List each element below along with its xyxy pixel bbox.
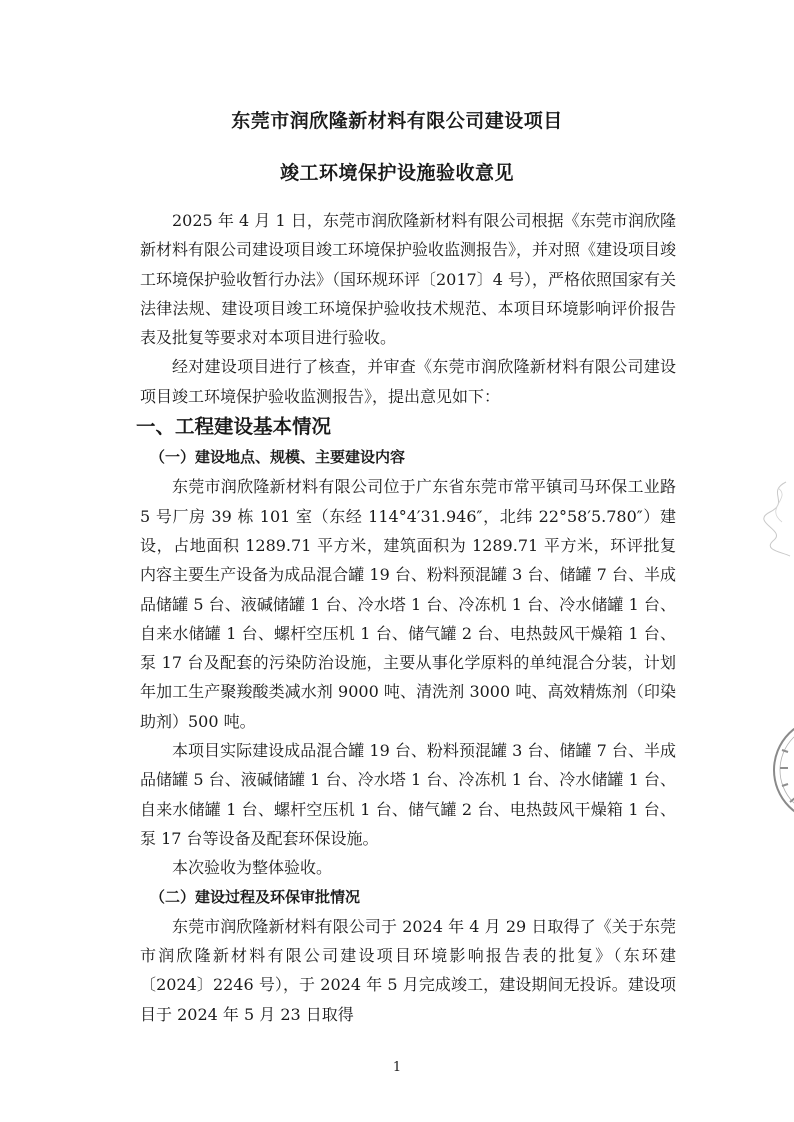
section-heading-basic-info: 一、工程建设基本情况 [136,415,332,439]
paragraph-actual-construction: 本项目实际建设成品混合罐 19 台、粉料预混罐 3 台、储罐 7 台、半成品储罐 5 台、液碱储罐 1 台、冷水塔 1 台、冷冻机 1 台、冷水储罐 1 台、自来水储罐 1 台、螺杆空压机 1 台、储气罐 2 台、电热鼓风干燥箱 1 台、泵 17 台等设备及配套环保设施。 [140,741,676,848]
document-title-line2: 竣工环境保护设施验收意见 [279,162,514,184]
paragraph-intro: 2025 年 4 月 1 日，东莞市润欣隆新材料有限公司根据《东莞市润欣隆新材料有限公司建设项目竣工环境保护验收监测报告》，并对照《建设项目竣工环境保护验收暂行办法》（国环规环评〔2017〕4 号），严格依照国家有关法律法规、建设项目竣工环境保护验收技术规范、本项目环境影响评价报告表及批复等要求对本项目进行验收。 [140,211,677,348]
seal-stamp-icon [766,710,794,830]
page-number: 1 [392,1060,402,1075]
subsection-heading-approval: （二）建设过程及环保审批情况 [150,887,361,906]
signature-mark-icon [756,478,794,558]
paragraph-acceptance-scope: 本次验收为整体验收。 [172,858,333,878]
subsection-heading-location: （一）建设地点、规模、主要建设内容 [150,448,406,467]
paragraph-review: 经对建设项目进行了核查，并审查《东莞市润欣隆新材料有限公司建设项目竣工环境保护验收监测报告》，提出意见如下： [140,357,676,406]
paragraph-approval: 东莞市润欣隆新材料有限公司于 2024 年 4 月 29 日取得了《关于东莞市润欣隆新材料有限公司建设项目环境影响报告表的批复》（东环建〔2024〕2246 号），于 2024 年 5 月完成竣工，建设期间无投诉。建设项目于 2024 年 5 月 23 日取得 [140,916,676,1024]
paragraph-location: 东莞市润欣隆新材料有限公司位于广东省东莞市常平镇司马环保工业路 5 号厂房 39 栋 101 室（东经 114°4′31.946″，北纬 22°58′5.780″）建设，占地面积 1289.71 平方米，建筑面积为 1289.71 平方米，环评批复内容主要生产设备为成品混合罐 19 台、粉料预混罐 3 台、储罐 7 台、半成品储罐 5 台、液碱储罐 1 台、冷水塔 1 台、冷冻机 1 台、冷水储罐 1 台、自来水储罐 1 台、螺杆空压机 1 台、储气罐 2 台、电热鼓风干燥箱 1 台、泵 17 台及配套的污染防治设施，主要从事化学原料的单纯混合分装，计划年加工生产聚羧酸类减水剂 9000 吨、清洗剂 3000 吨、高效精炼剂（印染助剂）500 吨。 [140,477,676,731]
document-title-line1: 东莞市润欣隆新材料有限公司建设项目 [231,110,563,132]
document-body [136,206,677,1029]
